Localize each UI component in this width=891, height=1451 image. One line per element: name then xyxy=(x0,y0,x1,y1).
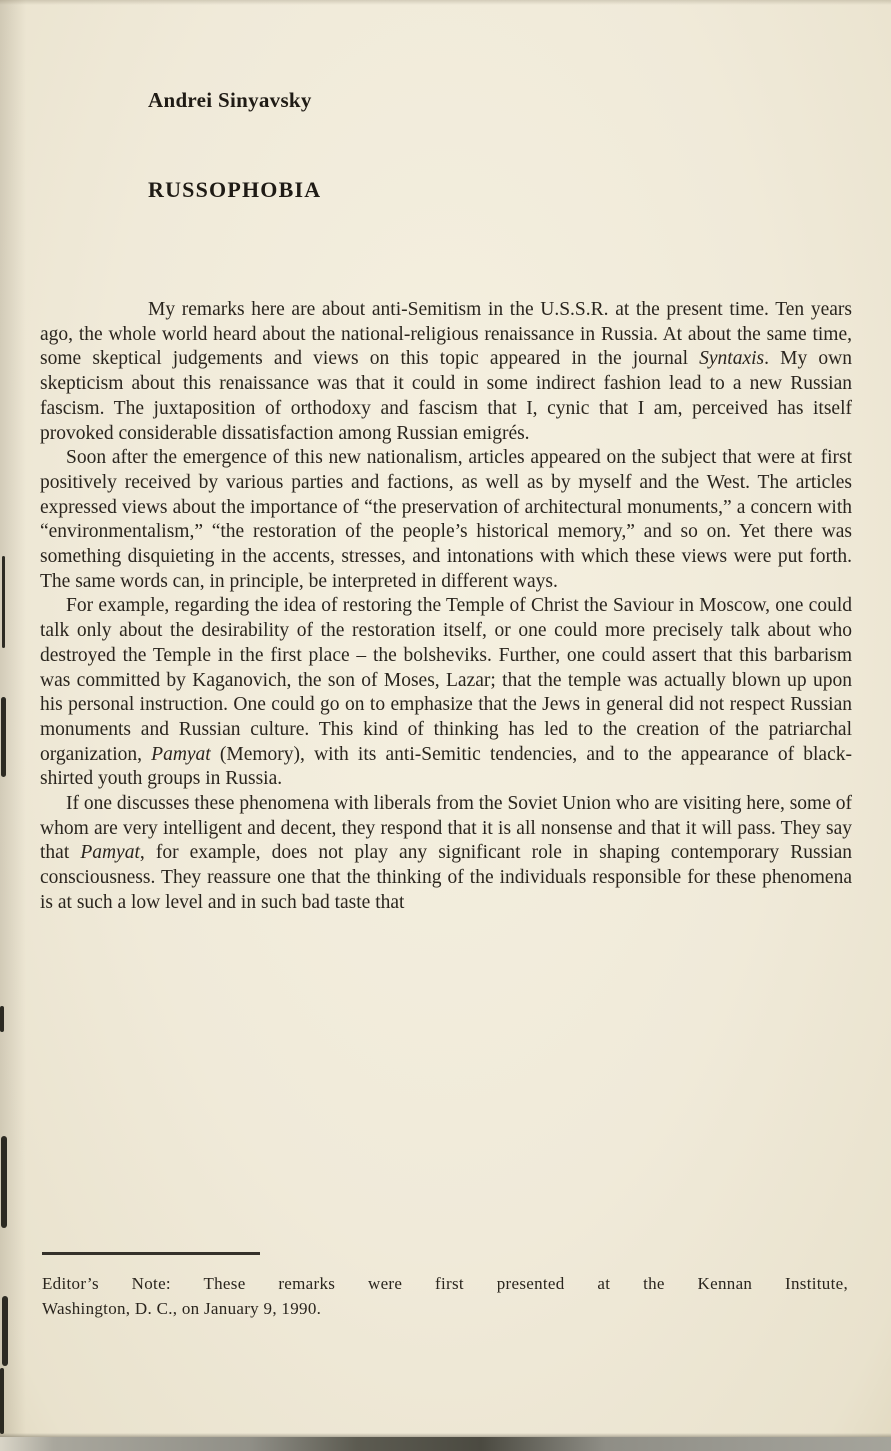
body-paragraphs xyxy=(40,298,852,916)
paragraph: My remarks here are about anti-Semitism in the U.S.S.R. at the present time. Ten years ago, the whole world heard about the national-religious renaissance in Russia. At about the same time, some skeptical judgements and views on this topic appeared in the journal Syntaxis. My own skepticism about this renaissance was that it could in some indirect fashion lead to a new Russian fascism. The juxtaposition of orthodoxy and fascism that I, cynic that I am, perceived has itself provoked considerable dissatisfaction among Russian emigrés. xyxy=(40,299,852,444)
footnote-rule xyxy=(42,1252,260,1255)
paragraph: For example, regarding the idea of restoring the Temple of Christ the Saviour in Moscow, one could talk only about the desirability of the restoration itself, or one could more precisely talk about who destroyed the Temple in the first place – the bolsheviks. Further, one could assert that this barbarism was committed by Kaganovich, the son of Moses, Lazar; that the temple was actually blown up upon his personal instruction. One could go on to emphasize that the Jews in general did not respect Russian monuments and Russian culture. This kind of thinking has led to the creation of the patriarchal organization, Pamyat (Memory), with its anti-Semitic tendencies, and to the appearance of black-shirted youth groups in Russia. xyxy=(40,595,852,790)
scan-binding-mark xyxy=(2,1296,8,1366)
scan-binding-mark xyxy=(0,1006,4,1032)
footnote-line-1: Editor’s Note: These remarks were first presented at the Kennan Institute, xyxy=(42,1274,848,1293)
page-title: RUSSOPHOBIA xyxy=(148,177,322,202)
paragraph: If one discusses these phenomena with liberals from the Soviet Union who are visiting here, some of whom are very intelligent and decent, they respond that it is all nonsense and that it will pass. They say that Pamyat, for example, does not play any significant role in shaping contemporary Russian consciousness. They reassure one that the thinking of the individuals responsible for these phenomena is at such a low level and in such bad taste that xyxy=(40,793,852,913)
paragraph: Soon after the emergence of this new nationalism, articles appeared on the subject that were at first positively received by various parties and factions, as well as by myself and the West. The articles expressed views about the importance of “the preservation of architectural monuments,” a concern with “environmentalism,” “the restoration of the people’s historical memory,” and so on. Yet there was something disquieting in the accents, stresses, and intonations with which these views were put forth. The same words can, in principle, be interpreted in different ways. xyxy=(40,447,852,592)
scan-binding-mark xyxy=(1,697,6,777)
scan-bottom-edge xyxy=(0,1437,891,1451)
footnote-line-2: Washington, D. C., on January 9, 1990. xyxy=(42,1299,322,1318)
scan-binding-mark xyxy=(0,1368,4,1434)
footnote xyxy=(42,1252,848,1321)
scan-binding-mark xyxy=(1,1136,7,1228)
scan-binding-mark xyxy=(2,556,5,648)
author-name: Andrei Sinyavsky xyxy=(148,88,312,112)
